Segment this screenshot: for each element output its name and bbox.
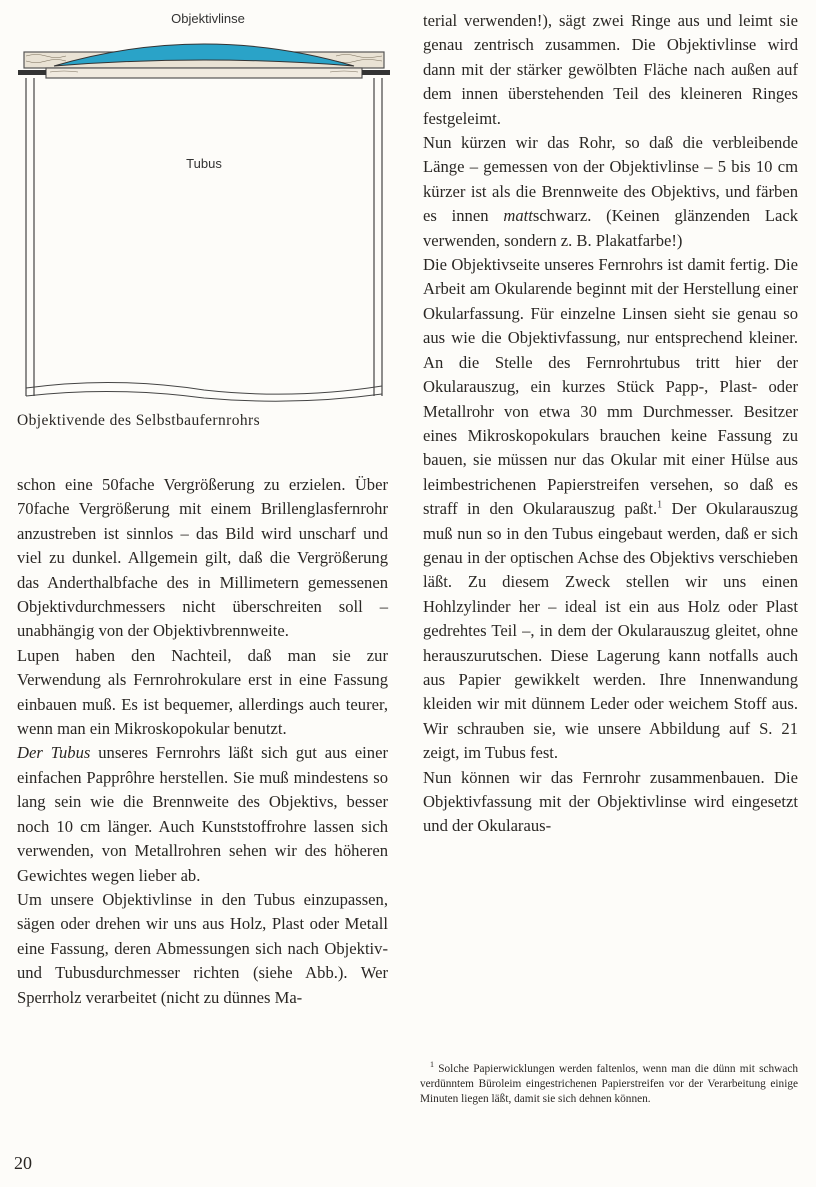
paragraph-text: unseres Fernrohrs läßt sich gut aus einer einfachen Papprôhre herstellen. Sie muß mindestens so lang sein wie die Brennweite des Objektivs, besser noch 10 cm länger. Auch Kunststoffrohre lassen sich verwenden, von Metallrohren sehen wir des höheren Gewichtes wegen lieber ab.	[17, 743, 388, 885]
left-column	[17, 473, 388, 1010]
objective-end-figure	[14, 8, 394, 403]
paragraph: terial verwenden!), sägt zwei Ringe aus und leimt sie genau zentrisch zusammen. Die Objektivlinse wird dann mit der stärker gewölbten Fläche nach außen auf dem innen überstehenden Teil des kleineren Ringes festgeleimt.	[423, 11, 798, 128]
tube-walls	[26, 78, 382, 396]
paragraph: schon eine 50fache Vergrößerung zu erzielen. Über 70fache Vergrößerung mit einem Brillenglasfernrohr anzustreben ist sinnlos – das Bild wird unscharf und viel zu dunkel. Allgemein gilt, daß die Vergrößerung das Anderthalbfache des in Millimetern gemessenen Objektivdurchmessers nicht überschreiten soll – unabhängig von der Objektivbrennweite.	[17, 475, 388, 641]
paragraph	[17, 741, 388, 887]
right-column	[423, 9, 798, 839]
paragraph: Um unsere Objektivlinse in den Tubus einzupassen, sägen oder drehen wir uns aus Holz, Plast oder Metall eine Fassung, deren Abmessungen sich nach Objektiv- und Tubusdurchmesser richten (siehe Abb.). Wer Sperrholz verarbeitet (nicht zu dünnes Ma-	[17, 889, 388, 1007]
footnote-marker: 1	[430, 1060, 434, 1070]
inner-ring	[46, 68, 362, 78]
tube-break-line-2	[26, 391, 382, 401]
paragraph	[423, 253, 798, 766]
paragraph: Lupen haben den Nachteil, daß man sie zur Verwendung als Fernrohrokulare erst in eine Fassung einbauen muß. Es ist bequemer, allerdings auch teurer, wenn man ein Mikroskopokular benutzt.	[17, 645, 388, 739]
left-flange	[18, 70, 46, 75]
paragraph-text: Die Objektivseite unseres Fernrohrs ist damit fertig. Die Arbeit am Okularende beginnt mit der Herstellung einer Okularfassung. Für einzelne Linsen sieht sie genau so aus wie die Objektivfassung, nur entsprechend kleiner. An die Stelle des Fernrohrtubus tritt hier der Okularauszug, ein kurzes Stück Papp-, Plast- oder Metallrohr von etwa 30 mm Durchmesser. Besitzer eines Mikroskopokulars brauchen keine Fassung zu bauen, sie müssen nur das Okular mit einer Hülse aus leimbestrichenen Papierstreifen versehen, so daß es straff in den Okularauszug paßt.	[423, 255, 798, 519]
paragraph-text: Nun kürzen wir das Rohr, so daß die verbleibende Länge – gemessen von der Objektivlinse – 5 bis 10 cm kürzer ist als die Brennweite des Objektivs, und färben es innen	[423, 133, 798, 226]
paragraph: Nun können wir das Fernrohr zusammenbauen. Die Objektivfassung mit der Objektivlinse wird eingesetzt und der Okularaus-	[423, 767, 798, 836]
objective-diagram	[14, 8, 394, 403]
figure-caption: Objektivende des Selbstbaufernrohrs	[17, 412, 260, 429]
lens-label: Objektivlinse	[171, 11, 245, 26]
right-flange	[362, 70, 390, 75]
footnote	[420, 1062, 798, 1108]
paragraph-text: Der Okularauszug muß nun so in den Tubus eingebaut werden, daß er sich genau in der optischen Achse des Objektivs verschieben läßt. Zu diesem Zweck stellen wir uns einen Hohlzylinder her – ideal ist ein aus Holz oder Plast gedrehtes Teil –, in dem der Okularauszug gleitet, ohne herauszurutschen. Diese Lagerung kann notfalls auch aus Papier gewikkelt werden. Ihre Innenwandung kleiden wir mit dünnem Leder oder weichem Stoff aus. Wir schrauben sie, wie unsere Abbildung auf S. 21 zeigt, im Tubus fest.	[423, 499, 798, 763]
page-number: 20	[14, 1153, 32, 1173]
paragraph-text: schwarz. (Keinen glänzenden Lack verwenden, sondern z. B. Plakatfarbe!)	[423, 206, 798, 250]
inline-emphasis: Der Tubus	[17, 743, 91, 763]
footnote-ref[interactable]: 1	[657, 499, 663, 511]
paragraph	[423, 131, 798, 253]
tube-label: Tubus	[186, 156, 222, 171]
inline-emphasis: matt	[503, 206, 533, 226]
footnote-text: Solche Papierwicklungen werden faltenlos, wenn man die dünn mit schwach verdünntem Büroleim eingestrichenen Papierstreifen vor der Verarbeitung einige Minuten liegen läßt, damit sie sich dehnen können.	[420, 1063, 798, 1106]
